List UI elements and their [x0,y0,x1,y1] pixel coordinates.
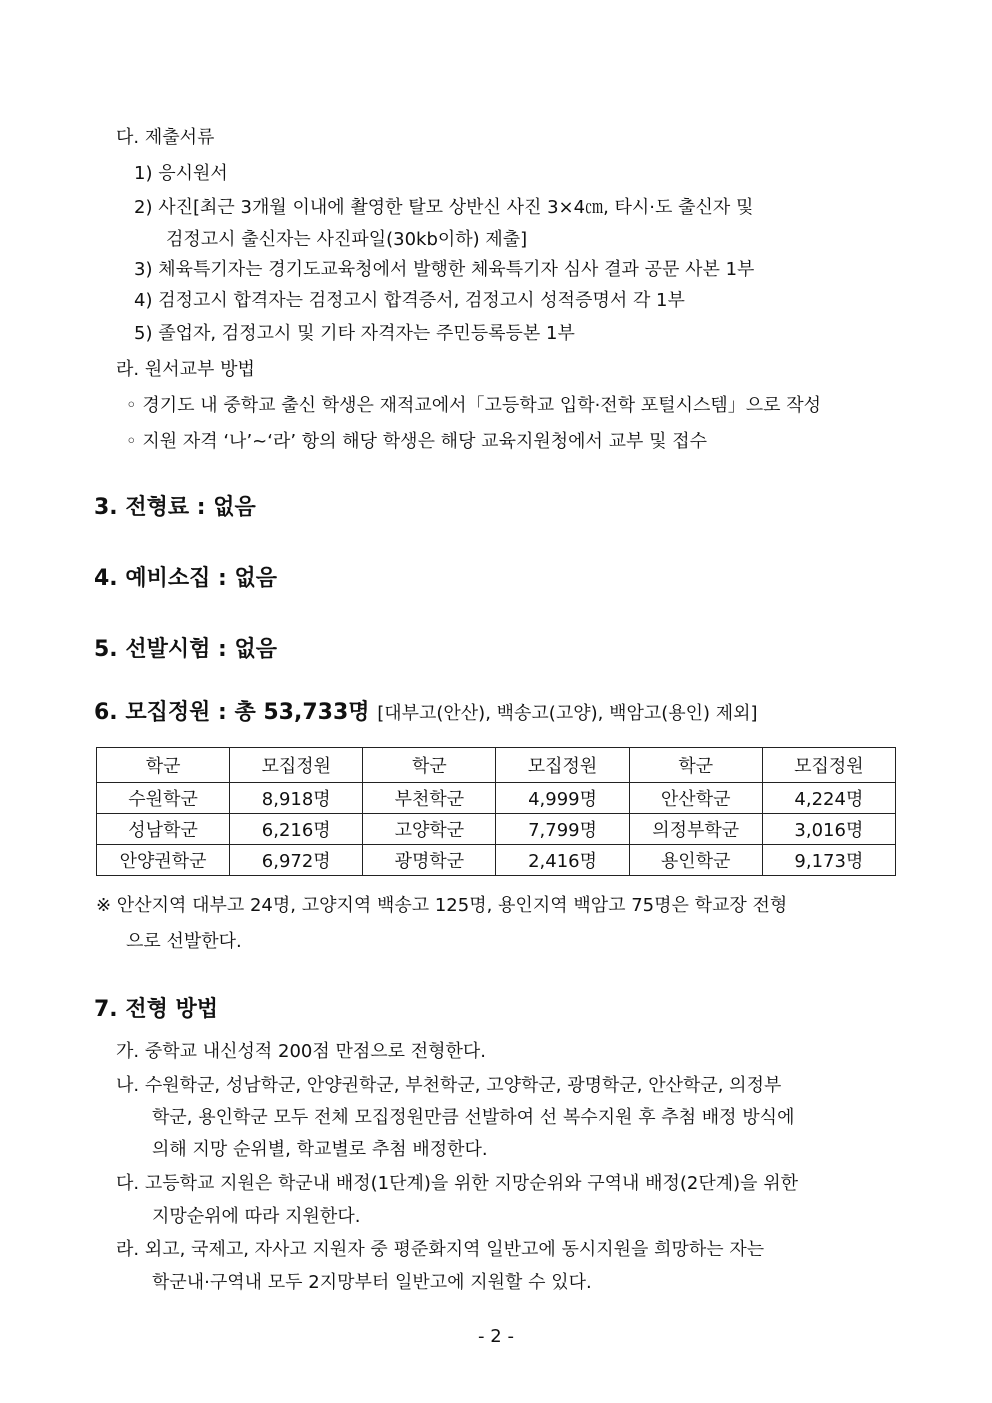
quota-note: [대부고(안산), 백송고(고양), 백암고(용인) 제외] [377,703,758,724]
table-cell: 2,416명 [496,845,629,876]
distribution-title: 라. 원서교부 방법 [116,359,255,380]
method-item-na-cont-1: 학군, 용인학군 모두 전체 모집정원만큼 선발하여 선 복수지원 후 추첨 배정 방식에 [152,1107,795,1128]
table-cell: 9,173명 [762,845,895,876]
quota-table-header-row [97,748,896,783]
table-cell: 8,918명 [230,783,363,814]
table-row [97,845,896,876]
table-cell: 수원학군 [97,783,230,814]
method-item-da: 다. 고등학교 지원은 학군내 배정(1단계)을 위한 지망순위와 구역내 배정(2단계)을 위한 [116,1173,799,1194]
table-cell: 고양학군 [363,814,496,845]
table-row [97,814,896,845]
method-item-na: 나. 수원학군, 성남학군, 안양권학군, 부천학군, 고양학군, 광명학군, 안산학군, 의정부 [116,1075,782,1096]
table-cell: 성남학군 [97,814,230,845]
method-item-ra: 라. 외고, 국제고, 자사고 지원자 중 평준화지역 일반고에 동시지원을 희망하는 자는 [116,1239,765,1260]
header-quota-3: 모집정원 [762,748,895,783]
submit-docs-item-3: 3) 체육특기자는 경기도교육청에서 발행한 체육특기자 심사 결과 공문 사본 1부 [134,259,755,280]
method-item-ra-cont: 학군내·구역내 모두 2지망부터 일반고에 지원할 수 있다. [152,1272,592,1293]
quota-title: 6. 모집정원 : 총 53,733명 [94,700,370,725]
header-quota-1: 모집정원 [230,748,363,783]
table-cell: 의정부학군 [629,814,762,845]
distribution-item-2: ◦ 지원 자격 ‘나’~‘라’ 항의 해당 학생은 해당 교육지원청에서 교부 및 접수 [126,431,707,452]
submit-docs-item-5: 5) 졸업자, 검정고시 및 기타 자격자는 주민등록등본 1부 [134,323,575,344]
table-cell: 6,972명 [230,845,363,876]
header-district-1: 학군 [97,748,230,783]
distribution-item-1: ◦ 경기도 내 중학교 출신 학생은 재적교에서「고등학교 입학·전학 포털시스템」으로 작성 [126,395,822,416]
header-district-3: 학군 [629,748,762,783]
footnote-line-1: ※ 안산지역 대부고 24명, 고양지역 백송고 125명, 용인지역 백암고 75명은 학교장 전형 [96,895,788,916]
table-cell: 광명학군 [363,845,496,876]
method-item-ga: 가. 중학교 내신성적 200점 만점으로 전형한다. [116,1041,487,1062]
table-cell: 용인학군 [629,845,762,876]
method-item-da-cont: 지망순위에 따라 지원한다. [152,1206,361,1227]
section-fee-heading: 3. 전형료 : 없음 [94,495,256,520]
submit-docs-title: 다. 제출서류 [116,127,215,148]
section-exam-heading: 5. 선발시험 : 없음 [94,637,277,662]
method-item-na-cont-2: 의해 지망 순위별, 학교별로 추첨 배정한다. [152,1139,488,1160]
table-cell: 4,224명 [762,783,895,814]
quota-table [96,747,896,876]
table-cell: 4,999명 [496,783,629,814]
submit-docs-item-1: 1) 응시원서 [134,163,228,184]
submit-docs-item-2: 2) 사진[최근 3개월 이내에 촬영한 탈모 상반신 사진 3×4㎝, 타시·도 출신자 및 [134,197,754,218]
section-method-heading: 7. 전형 방법 [94,997,218,1022]
table-cell: 7,799명 [496,814,629,845]
table-cell: 부천학군 [363,783,496,814]
header-district-2: 학군 [363,748,496,783]
page-number: - 2 - [478,1326,514,1347]
table-row [97,783,896,814]
table-cell: 6,216명 [230,814,363,845]
submit-docs-item-4: 4) 검정고시 합격자는 검정고시 합격증서, 검정고시 성적증명서 각 1부 [134,290,685,311]
table-cell: 3,016명 [762,814,895,845]
table-cell: 안양권학군 [97,845,230,876]
footnote-line-2: 으로 선발한다. [126,931,242,952]
section-pre-call-heading: 4. 예비소집 : 없음 [94,566,277,591]
section-quota-heading [94,699,758,728]
submit-docs-item-2-cont: 검정고시 출신자는 사진파일(30kb이하) 제출] [166,229,528,250]
header-quota-2: 모집정원 [496,748,629,783]
table-cell: 안산학군 [629,783,762,814]
